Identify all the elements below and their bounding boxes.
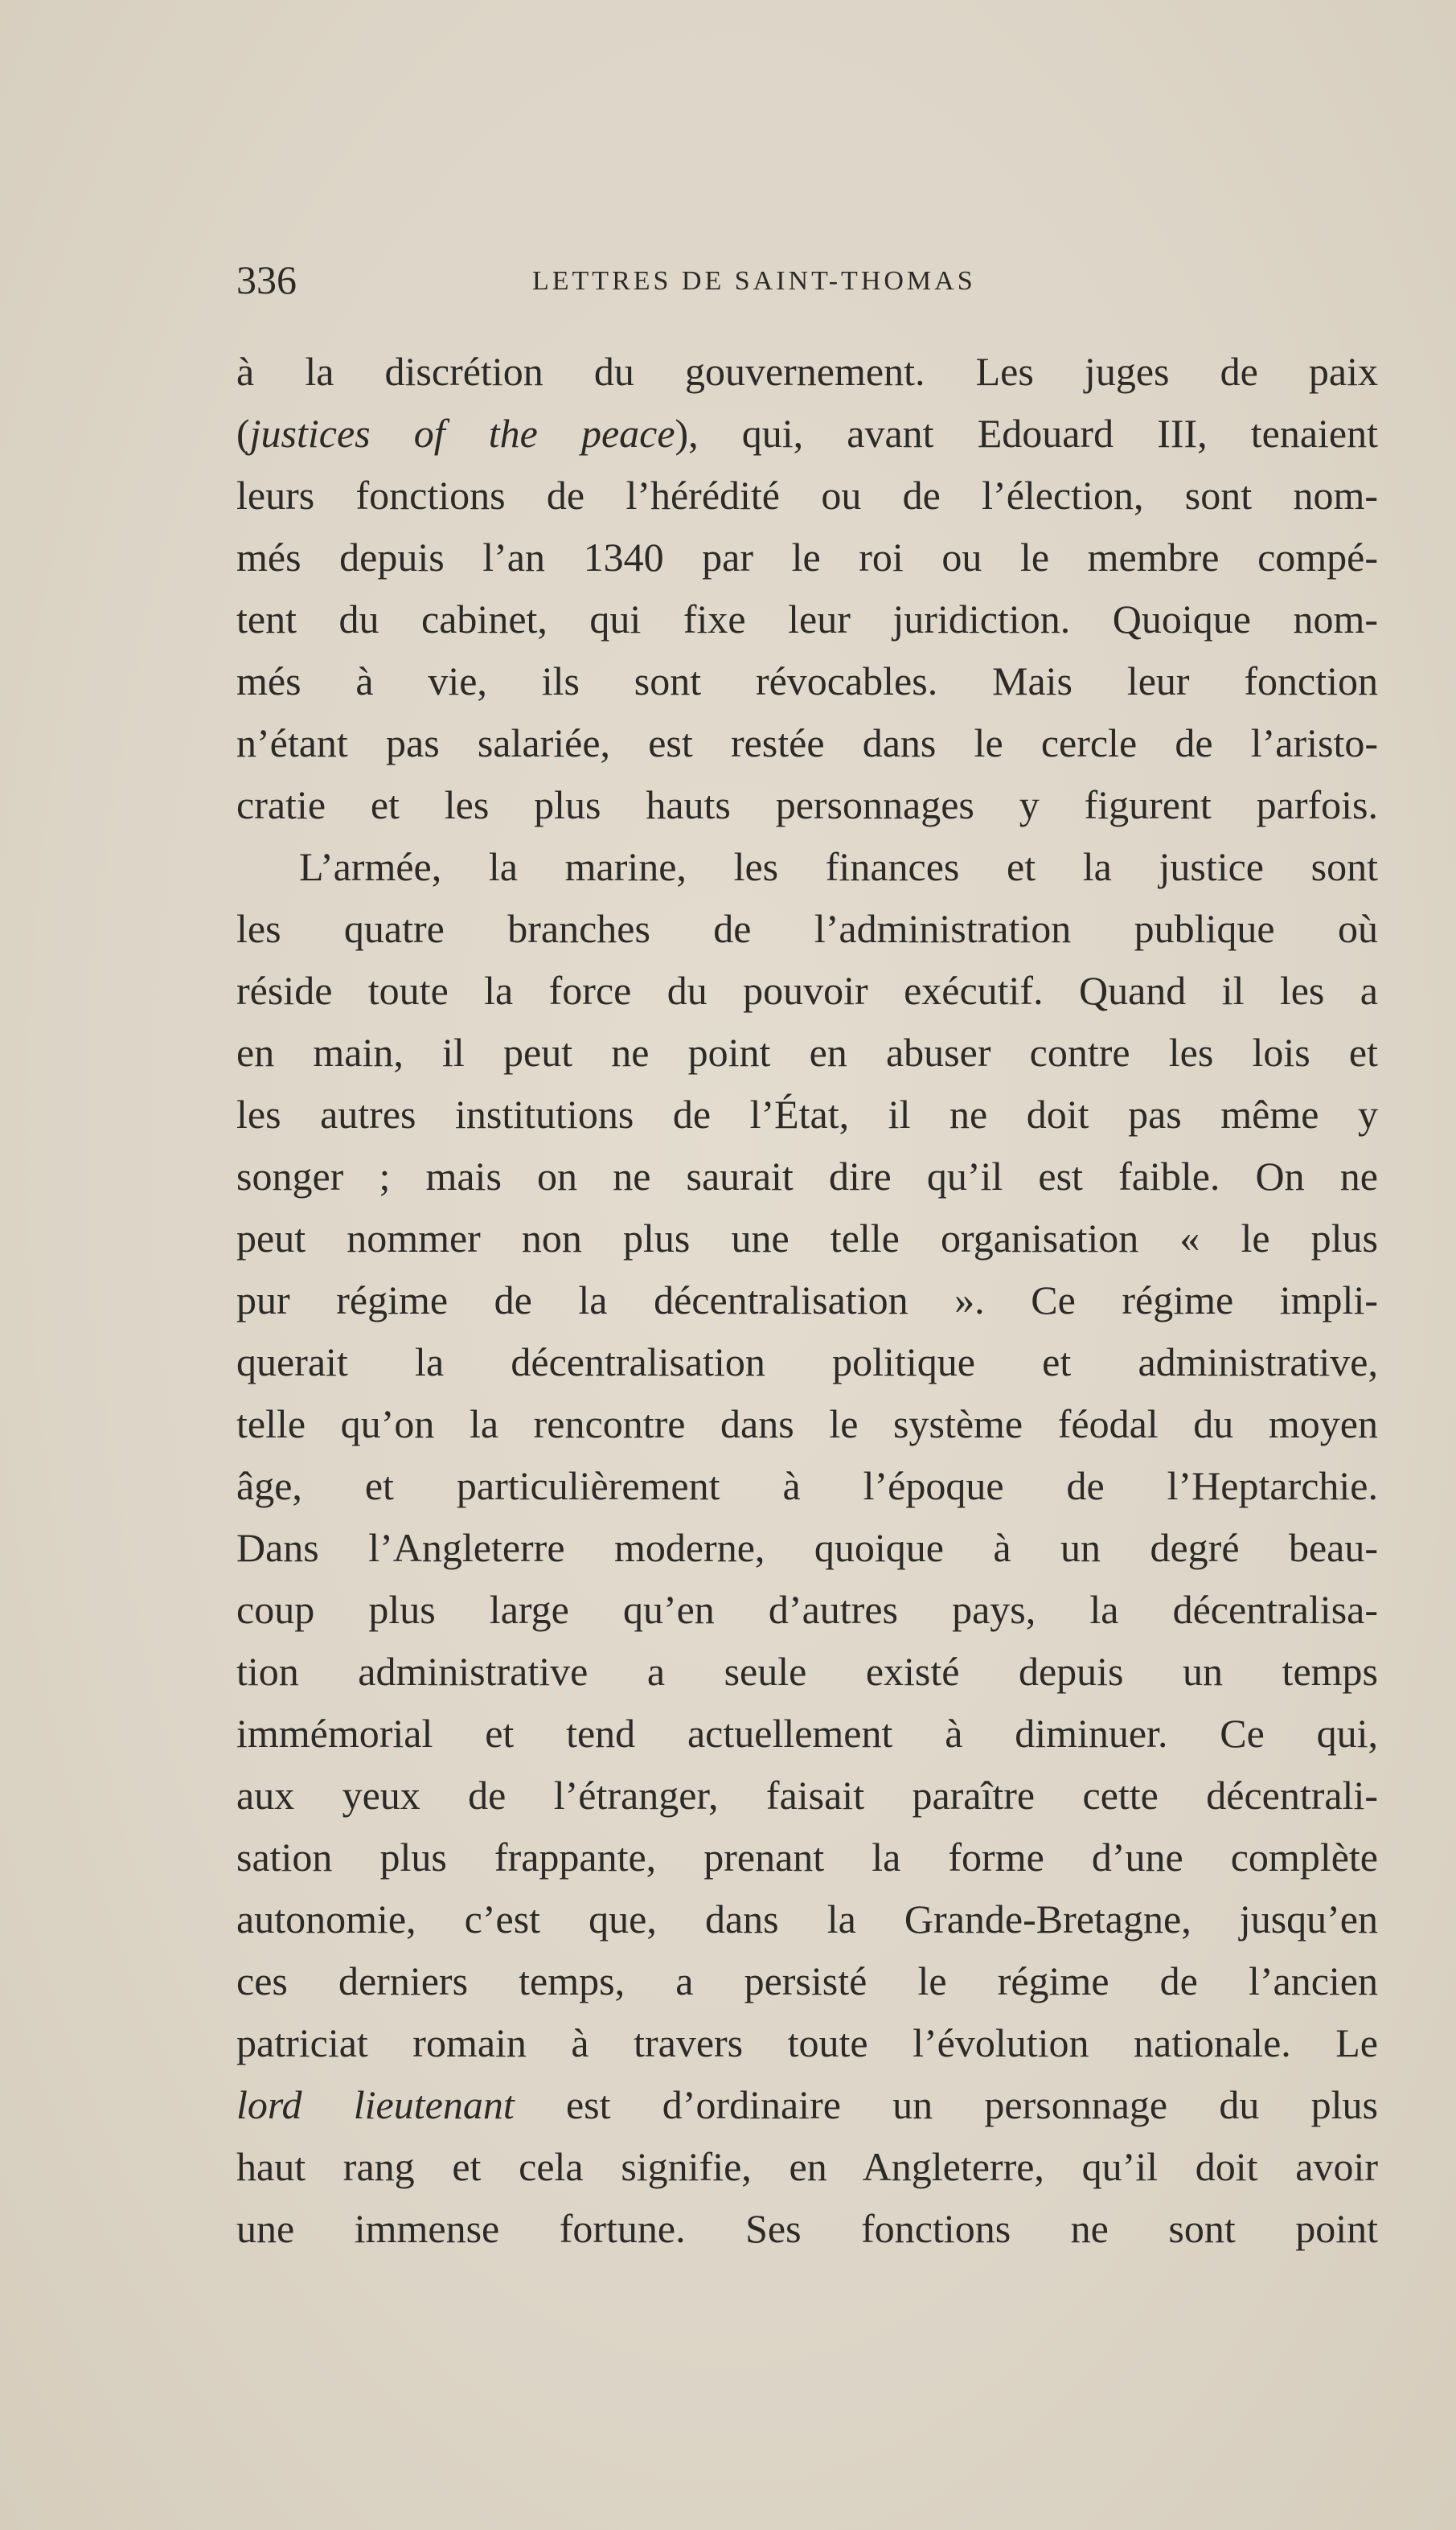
text-line: haut rang et cela signifie, en Angleterre, qu’il doit avoir — [236, 2144, 1378, 2189]
text-line: autonomie, c’est que, dans la Grande-Bretagne, jusqu’en — [236, 1896, 1378, 1942]
text-line: (justices of the peace), qui, avant Edouard III, tenaient — [236, 411, 1379, 456]
text-line: pur régime de la décentralisation ». Ce régime impli- — [236, 1277, 1378, 1322]
text-line: réside toute la force du pouvoir exécutif. Quand il les a — [236, 968, 1378, 1013]
text-line: n’étant pas salariée, est restée dans le cercle de l’aristo- — [236, 720, 1378, 765]
text-line: tion administrative a seule existé depuis un temps — [236, 1649, 1378, 1694]
text-line: une immense fortune. Ses fonctions ne sont point — [236, 2206, 1378, 2251]
text-line: songer ; mais on ne saurait dire qu’il est faible. On ne — [236, 1154, 1378, 1199]
text-line: à la discrétion du gouvernement. Les juges de paix — [236, 349, 1378, 394]
running-head — [236, 256, 1073, 304]
text-line: lord lieutenant est d’ordinaire un personnage du plus — [236, 2082, 1378, 2127]
text-line: les autres institutions de l’État, il ne doit pas même y — [236, 1092, 1378, 1137]
text-line: tent du cabinet, qui fixe leur juridiction. Quoique nom- — [236, 597, 1378, 642]
text-line: sation plus frappante, prenant la forme d’une complète — [236, 1835, 1378, 1880]
running-title: LETTRES DE SAINT-THOMAS — [532, 266, 976, 296]
text-line: més à vie, ils sont révocables. Mais leur fonction — [236, 658, 1378, 703]
text-line: patriciat romain à travers toute l’évolution nationale. Le — [236, 2020, 1378, 2065]
text-line: coup plus large qu’en d’autres pays, la décentralisa- — [236, 1587, 1378, 1632]
text-line: les quatre branches de l’administration publique où — [236, 906, 1378, 951]
text-line: aux yeux de l’étranger, faisait paraître cette décentrali- — [236, 1773, 1378, 1818]
text-line: ces derniers temps, a persisté le régime de l’ancien — [236, 1958, 1378, 2003]
text-line: més depuis l’an 1340 par le roi ou le membre compé- — [236, 535, 1378, 580]
text-line: âge, et particulièrement à l’époque de l’Heptarchie. — [236, 1463, 1378, 1508]
text-line: leurs fonctions de l’hérédité ou de l’élection, sont nom- — [236, 473, 1378, 518]
text-line: Dans l’Angleterre moderne, quoique à un degré beau- — [236, 1525, 1378, 1570]
body-text — [236, 341, 1378, 2260]
text-line: en main, il peut ne point en abuser contre les lois et — [236, 1030, 1378, 1075]
text-line: immémorial et tend actuellement à diminuer. Ce qui, — [236, 1711, 1378, 1756]
text-line: peut nommer non plus une telle organisation « le plus — [236, 1216, 1378, 1261]
text-line: querait la décentralisation politique et administrative, — [236, 1339, 1378, 1384]
text-line: cratie et les plus hauts personnages y figurent parfois. — [236, 782, 1378, 827]
page-number: 336 — [236, 257, 297, 302]
text-line: telle qu’on la rencontre dans le système féodal du moyen — [236, 1401, 1378, 1446]
paragraph-start-line: L’armée, la marine, les finances et la justice sont — [299, 844, 1378, 889]
